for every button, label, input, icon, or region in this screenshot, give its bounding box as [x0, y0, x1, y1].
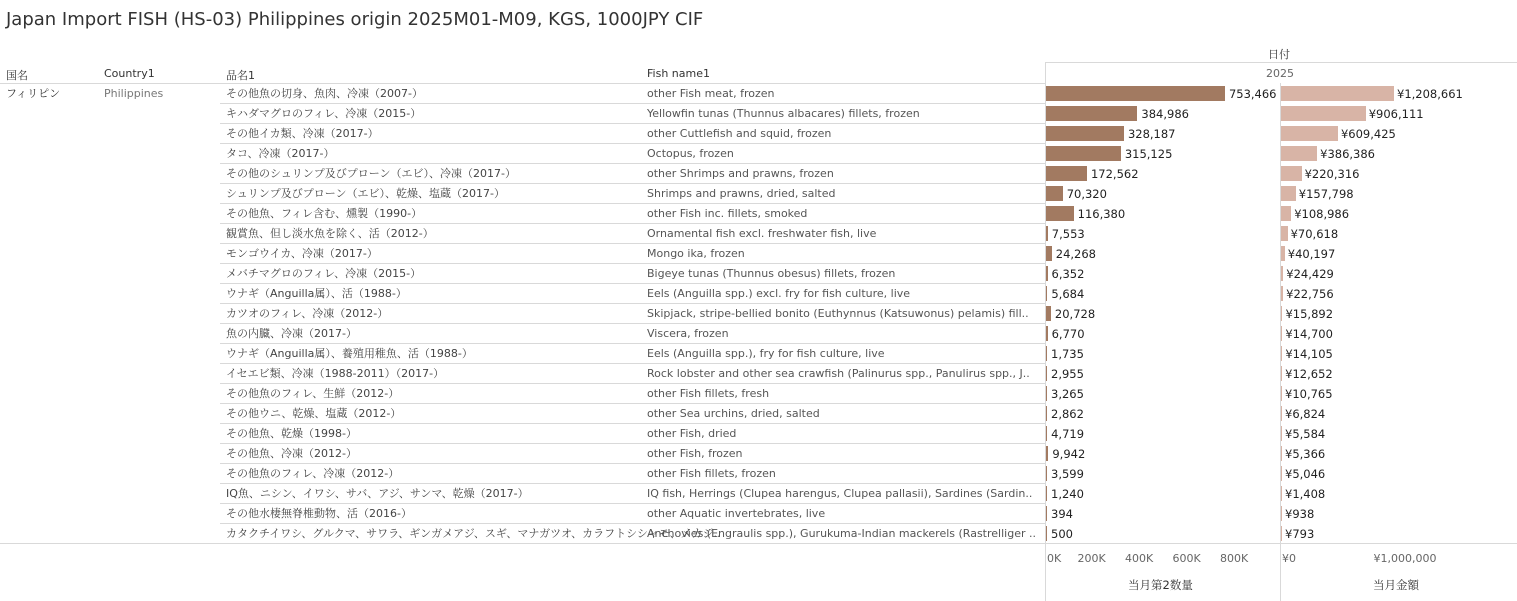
- row-country: フィリピン: [6, 87, 61, 100]
- row-name-jp: シュリンプ及びプローン（エビ）、乾燥、塩蔵（2017-）: [226, 187, 506, 200]
- qty-bar[interactable]: [1046, 526, 1047, 541]
- amt-value-label: ¥793: [1285, 527, 1315, 541]
- row-name-jp: その他水棲無脊椎動物、活（2016-）: [226, 507, 412, 520]
- header-country1[interactable]: Country1: [104, 67, 155, 80]
- row-name-en: Eels (Anguilla spp.) excl. fry for fish culture, live: [647, 287, 911, 300]
- qty-value-label: 2,862: [1051, 407, 1084, 421]
- amt-bar[interactable]: [1281, 446, 1282, 461]
- row-name-en: Anchovies (Engraulis spp.), Gurukuma-Indian mackerels (Rastrelliger ..: [647, 527, 1036, 540]
- row-country: [6, 324, 96, 344]
- row-name-en: Yellowfin tunas (Thunnus albacares) fillets, frozen: [647, 107, 920, 120]
- row-country1: [104, 244, 214, 264]
- row-country: [6, 364, 96, 384]
- row-country1: [104, 384, 214, 404]
- qty-bar[interactable]: [1046, 326, 1048, 341]
- amt-bar[interactable]: [1281, 86, 1394, 101]
- qty-bar[interactable]: [1046, 186, 1063, 201]
- row-name-jp: IQ魚、ニシン、イワシ、サバ、アジ、サンマ、乾燥（2017-）: [226, 487, 529, 500]
- amt-value-label: ¥1,408: [1285, 487, 1326, 501]
- amt-bar[interactable]: [1281, 326, 1282, 341]
- row-country1: [104, 204, 214, 224]
- amt-bar[interactable]: [1281, 526, 1282, 541]
- qty-value-label: 394: [1051, 507, 1073, 521]
- amt-bar[interactable]: [1281, 466, 1282, 481]
- qty-value-label: 6,352: [1051, 267, 1085, 281]
- row-name-en: other Cuttlefish and squid, frozen: [647, 127, 832, 140]
- row-country1: [104, 464, 214, 484]
- amt-value-label: ¥15,892: [1285, 307, 1334, 321]
- amt-value-label: ¥12,652: [1285, 367, 1333, 381]
- qty-value-label: 753,466: [1228, 87, 1277, 101]
- row-name-jp: 観賞魚、但し淡水魚を除く、活（2012-）: [226, 227, 434, 240]
- row-country: [6, 384, 96, 404]
- header-date: 日付: [1268, 48, 1290, 61]
- row-name-en: other Aquatic invertebrates, live: [647, 507, 826, 520]
- qty-value-label: 500: [1051, 527, 1073, 541]
- amt-value-label: ¥5,584: [1285, 427, 1326, 441]
- qty-value-label: 4,719: [1051, 427, 1085, 441]
- amt-value-label: ¥70,618: [1290, 227, 1339, 241]
- row-country: [6, 204, 96, 224]
- amt-value-label: ¥108,986: [1294, 207, 1350, 221]
- qty-value-label: 9,942: [1052, 447, 1086, 461]
- row-country1: [104, 444, 214, 464]
- qty-value-label: 20,728: [1054, 307, 1096, 321]
- qty-bar[interactable]: [1046, 426, 1047, 441]
- row-name-jp: その他魚の切身、魚肉、冷凍（2007-）: [226, 87, 423, 100]
- amt-bar[interactable]: [1281, 266, 1283, 281]
- qty-bar[interactable]: [1046, 366, 1047, 381]
- row-name-en: other Sea urchins, dried, salted: [647, 407, 820, 420]
- header-year: 2025: [1266, 67, 1294, 80]
- amt-bar[interactable]: [1281, 166, 1302, 181]
- amt-value-label: ¥1,208,661: [1397, 87, 1463, 101]
- row-country1: [104, 144, 214, 164]
- row-name-en: Octopus, frozen: [647, 147, 734, 160]
- row-name-jp: 魚の内臓、冷凍（2017-）: [226, 327, 357, 340]
- amt-bar[interactable]: [1281, 366, 1282, 381]
- row-country1: [104, 524, 214, 544]
- qty-value-label: 1,735: [1051, 347, 1084, 361]
- row-name-en: other Fish fillets, frozen: [647, 467, 776, 480]
- amt-bar[interactable]: [1281, 186, 1296, 201]
- qty-tick-label: 600K: [1172, 552, 1201, 565]
- qty-bar[interactable]: [1046, 246, 1052, 261]
- amt-value-label: ¥14,105: [1285, 347, 1333, 361]
- row-country: [6, 524, 96, 544]
- row-country1: [104, 264, 214, 284]
- row-country1: [104, 324, 214, 344]
- row-name-en: Bigeye tunas (Thunnus obesus) fillets, frozen: [647, 267, 896, 280]
- qty-bar[interactable]: [1046, 446, 1048, 461]
- row-name-en: other Fish, dried: [647, 427, 737, 440]
- qty-bar[interactable]: [1046, 106, 1137, 121]
- qty-bar[interactable]: [1046, 266, 1048, 281]
- row-name-jp: カツオのフィレ、冷凍（2012-）: [226, 307, 389, 320]
- row-country: [6, 404, 96, 424]
- row-name-jp: その他魚、冷凍（2012-）: [226, 447, 357, 460]
- qty-value-label: 3,265: [1051, 387, 1084, 401]
- qty-bar[interactable]: [1046, 486, 1047, 501]
- row-country1: [104, 184, 214, 204]
- row-name-en: other Fish meat, frozen: [647, 87, 775, 100]
- qty-axis-title: 当月第2数量: [1128, 578, 1193, 592]
- amt-value-label: ¥609,425: [1340, 127, 1396, 141]
- row-country: [6, 124, 96, 144]
- row-name-jp: タコ、冷凍（2017-）: [226, 147, 335, 160]
- row-name-en: other Fish fillets, fresh: [647, 387, 770, 400]
- amt-value-label: ¥386,386: [1320, 147, 1375, 161]
- amt-value-label: ¥220,316: [1304, 167, 1360, 181]
- qty-bar[interactable]: [1046, 86, 1225, 101]
- qty-bar[interactable]: [1046, 226, 1048, 241]
- amt-value-label: ¥157,798: [1298, 187, 1354, 201]
- row-name-jp: カタクチイワシ、グルクマ、サワラ、ギンガメアジ、スギ、マナガツオ、カラフトシシャモ、メカジ..: [226, 527, 721, 540]
- row-name-en: other Shrimps and prawns, frozen: [647, 167, 834, 180]
- header-divider: [1045, 62, 1517, 63]
- qty-bar[interactable]: [1046, 206, 1074, 221]
- amt-bar[interactable]: [1281, 386, 1282, 401]
- row-country: [6, 144, 96, 164]
- row-country: [6, 244, 96, 264]
- amt-bar[interactable]: [1281, 206, 1291, 221]
- amt-value-label: ¥40,197: [1287, 247, 1336, 261]
- row-country1: [104, 404, 214, 424]
- amt-bar[interactable]: [1281, 486, 1282, 501]
- row-name-jp: その他イカ類、冷凍（2017-）: [226, 127, 379, 140]
- qty-bar[interactable]: [1046, 306, 1051, 321]
- row-name-en: Eels (Anguilla spp.), fry for fish culture, live: [647, 347, 885, 360]
- qty-value-label: 1,240: [1051, 487, 1084, 501]
- amt-bar[interactable]: [1281, 226, 1288, 241]
- amt-value-label: ¥22,756: [1286, 287, 1334, 301]
- row-country1: [104, 424, 214, 444]
- qty-bar[interactable]: [1046, 506, 1047, 521]
- row-name-en: other Fish, frozen: [647, 447, 743, 460]
- qty-value-label: 384,986: [1141, 107, 1189, 121]
- qty-value-label: 315,125: [1124, 147, 1173, 161]
- qty-bar[interactable]: [1046, 386, 1047, 401]
- row-name-en: Skipjack, stripe-bellied bonito (Euthynnus (Katsuwonus) pelamis) fill..: [647, 307, 1029, 320]
- qty-tick-label: 0K: [1047, 552, 1062, 565]
- amt-tick-label: ¥0: [1282, 552, 1296, 565]
- row-name-en: Viscera, frozen: [647, 327, 729, 340]
- row-country1: [104, 484, 214, 504]
- row-name-en: Mongo ika, frozen: [647, 247, 745, 260]
- row-country1: [104, 364, 214, 384]
- amt-value-label: ¥5,046: [1285, 467, 1326, 481]
- row-country1: [104, 164, 214, 184]
- amt-bar[interactable]: [1281, 426, 1282, 441]
- qty-value-label: 3,599: [1051, 467, 1084, 481]
- amt-bar[interactable]: [1281, 346, 1282, 361]
- row-name-jp: ウナギ（Anguilla属）、活（1988-）: [226, 287, 407, 300]
- row-name-jp: イセエビ類、冷凍（1988-2011）（2017-）: [226, 367, 445, 380]
- qty-value-label: 24,268: [1055, 247, 1096, 261]
- amt-bar[interactable]: [1281, 246, 1285, 261]
- row-name-jp: モンゴウイカ、冷凍（2017-）: [226, 247, 378, 260]
- row-country1: Philippines: [104, 87, 164, 100]
- amt-bar[interactable]: [1281, 126, 1338, 141]
- row-country: [6, 284, 96, 304]
- amt-bar[interactable]: [1281, 506, 1282, 521]
- qty-bar[interactable]: [1046, 346, 1047, 361]
- row-name-jp: メバチマグロのフィレ、冷凍（2015-）: [226, 267, 422, 280]
- row-country: [6, 104, 96, 124]
- qty-tick-label: 400K: [1125, 552, 1154, 565]
- header-name-jp[interactable]: 品名1: [226, 69, 255, 82]
- amt-bar[interactable]: [1281, 286, 1283, 301]
- row-name-en: Ornamental fish excl. freshwater fish, live: [647, 227, 877, 240]
- row-name-jp: その他のシュリンプ及びプローン（エビ）、冷凍（2017-）: [226, 167, 517, 180]
- chart-title: Japan Import FISH (HS-03) Philippines origin 2025M01-M09, KGS, 1000JPY CIF: [6, 9, 704, 30]
- row-name-jp: その他魚のフィレ、生鮮（2012-）: [226, 387, 400, 400]
- row-country1: [104, 104, 214, 124]
- amt-value-label: ¥14,700: [1285, 327, 1333, 341]
- row-country1: [104, 504, 214, 524]
- row-name-en: IQ fish, Herrings (Clupea harengus, Clupea pallasii), Sardines (Sardin..: [647, 487, 1033, 500]
- qty-bar[interactable]: [1046, 126, 1124, 141]
- qty-value-label: 7,553: [1051, 227, 1085, 241]
- row-country: [6, 264, 96, 284]
- qty-bar[interactable]: [1046, 146, 1121, 161]
- qty-value-label: 172,562: [1090, 167, 1139, 181]
- row-country: [6, 444, 96, 464]
- row-country1: [104, 124, 214, 144]
- qty-bar[interactable]: [1046, 166, 1087, 181]
- amt-value-label: ¥906,111: [1368, 107, 1424, 121]
- row-separator: [220, 543, 1045, 544]
- qty-value-label: 5,684: [1051, 287, 1085, 301]
- qty-value-label: 2,955: [1051, 367, 1084, 381]
- row-country: [6, 304, 96, 324]
- row-name-en: Shrimps and prawns, dried, salted: [647, 187, 836, 200]
- row-country: [6, 504, 96, 524]
- amt-value-label: ¥10,765: [1285, 387, 1333, 401]
- amt-bar[interactable]: [1281, 306, 1282, 321]
- qty-tick-label: 800K: [1220, 552, 1249, 565]
- qty-bar[interactable]: [1046, 286, 1047, 301]
- amt-bar[interactable]: [1281, 106, 1366, 121]
- qty-tick-label: 200K: [1077, 552, 1106, 565]
- amt-axis-title: 当月金額: [1373, 578, 1419, 592]
- row-name-jp: その他魚、乾燥（1998-）: [226, 427, 357, 440]
- amt-value-label: ¥5,366: [1285, 447, 1326, 461]
- amt-bar[interactable]: [1281, 406, 1282, 421]
- row-country: [6, 344, 96, 364]
- row-country: [6, 424, 96, 444]
- row-name-jp: その他魚、フィレ含む、燻製（1990-）: [226, 207, 423, 220]
- qty-value-label: 6,770: [1051, 327, 1085, 341]
- header-name-en[interactable]: Fish name1: [647, 67, 710, 80]
- row-country1: [104, 344, 214, 364]
- amt-value-label: ¥24,429: [1286, 267, 1334, 281]
- row-name-en: other Fish inc. fillets, smoked: [647, 207, 808, 220]
- row-name-jp: ウナギ（Anguilla属）、養殖用稚魚、活（1988-）: [226, 347, 473, 360]
- amt-tick-label: ¥1,000,000: [1373, 552, 1437, 565]
- row-country: [6, 484, 96, 504]
- qty-bar[interactable]: [1046, 466, 1047, 481]
- amt-bar[interactable]: [1281, 146, 1317, 161]
- amt-value-label: ¥6,824: [1285, 407, 1326, 421]
- row-name-en: Rock lobster and other sea crawfish (Palinurus spp., Panulirus spp., J..: [647, 367, 1030, 380]
- qty-value-label: 116,380: [1077, 207, 1126, 221]
- row-country: [6, 464, 96, 484]
- amt-value-label: ¥938: [1285, 507, 1315, 521]
- qty-bar[interactable]: [1046, 406, 1047, 421]
- qty-value-label: 328,187: [1127, 127, 1176, 141]
- row-country: [6, 164, 96, 184]
- row-country1: [104, 284, 214, 304]
- row-country: [6, 184, 96, 204]
- row-country: [6, 224, 96, 244]
- row-name-jp: キハダマグロのフィレ、冷凍（2015-）: [226, 107, 422, 120]
- row-name-jp: その他魚のフィレ、冷凍（2012-）: [226, 467, 400, 480]
- header-country[interactable]: 国名: [6, 69, 28, 82]
- row-name-jp: その他ウニ、乾燥、塩蔵（2012-）: [226, 407, 402, 420]
- qty-value-label: 70,320: [1066, 187, 1107, 201]
- row-country1: [104, 304, 214, 324]
- row-country1: [104, 224, 214, 244]
